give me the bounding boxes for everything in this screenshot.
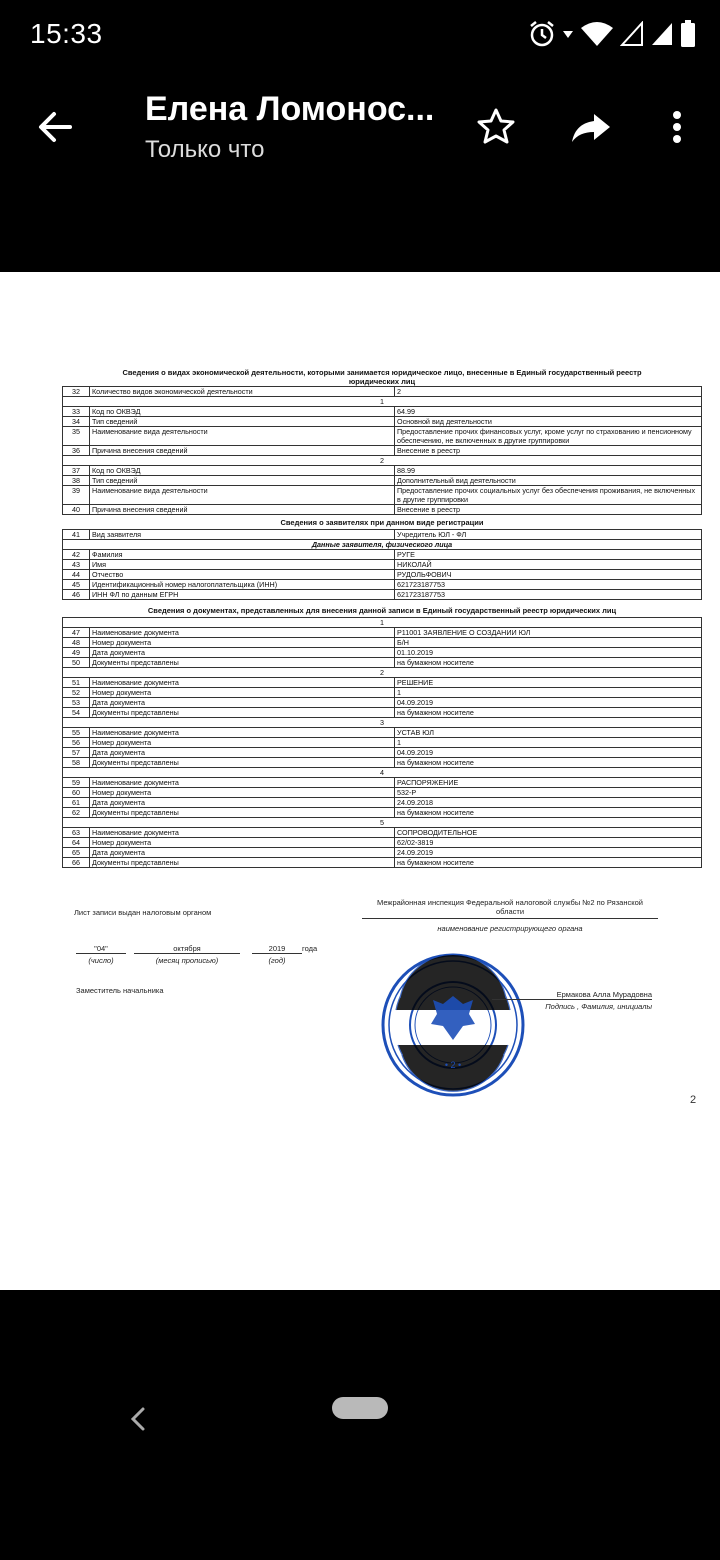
table-row: 51 Наименование документа РЕШЕНИЕ	[63, 678, 702, 688]
table-group-header: 5	[63, 818, 702, 828]
table-row: 58 Документы представлены на бумажном носителе	[63, 758, 702, 768]
section-documents-title: Сведения о документах, представленных для внесения данной записи в Единый государственный реестр юридических лиц	[147, 606, 617, 615]
status-icons	[528, 20, 696, 48]
date-year: 2019	[252, 944, 302, 954]
date-month-caption: (месяц прописью)	[155, 956, 219, 965]
alarm-icon	[528, 20, 556, 48]
signal-icon	[650, 21, 674, 47]
table-group-header: 1	[63, 397, 702, 407]
table-row: 47 Наименование документа Р11001 ЗАЯВЛЕНИЕ О СОЗДАНИИ ЮЛ	[63, 628, 702, 638]
svg-text:• 2 •: • 2 •	[444, 1060, 462, 1070]
table-row: 36 Причина внесения сведений Внесение в реестр	[63, 446, 702, 456]
table-group-header: 3	[63, 718, 702, 728]
date-year-suffix: года	[302, 944, 318, 953]
table-row: 38 Тип сведений Дополнительный вид деятельности	[63, 476, 702, 486]
table-row: 56 Номер документа 1	[63, 738, 702, 748]
date-year-caption: (год)	[268, 956, 286, 965]
table-row: 43 Имя НИКОЛАЙ	[63, 560, 702, 570]
signer-name: Ермакова Алла Мурадовна	[492, 990, 652, 1000]
table-row: 46 ИНН ФЛ по данным ЕГРН 621723187753	[63, 590, 702, 600]
table-row: 57 Дата документа 04.09.2019	[63, 748, 702, 758]
authority-name: Межрайонная инспекция Федеральной налоговой службы №2 по Рязанской области	[362, 898, 658, 919]
page-number: 2	[690, 1094, 697, 1106]
official-seal-stamp	[378, 950, 528, 1100]
table-row: 63 Наименование документа СОПРОВОДИТЕЛЬНОЕ	[63, 828, 702, 838]
authority-caption: наименование регистрирующего органа	[437, 924, 583, 933]
signer-position: Заместитель начальника	[76, 986, 164, 995]
home-pill[interactable]	[332, 1397, 388, 1419]
activities-table	[62, 386, 702, 515]
table-row: 53 Дата документа 04.09.2019	[63, 698, 702, 708]
document-sheet	[62, 272, 702, 1118]
table-row: 39 Наименование вида деятельности Предоставление прочих социальных услуг без обеспечения проживания, не включенных в другие группировки	[63, 486, 702, 505]
document-footer	[62, 868, 702, 1118]
applicants-table	[62, 529, 702, 600]
table-row: 34 Тип сведений Основной вид деятельности	[63, 417, 702, 427]
system-navigation	[0, 1290, 720, 1560]
table-row: 32 Количество видов экономической деятельности 2	[63, 387, 702, 397]
document-image[interactable]	[0, 272, 720, 1290]
table-row: 52 Номер документа 1	[63, 688, 702, 698]
data-arrow-icon	[562, 27, 574, 41]
table-row: 64 Номер документа 62/02-3819	[63, 838, 702, 848]
table-row: 55 Наименование документа УСТАВ ЮЛ	[63, 728, 702, 738]
table-row: 61 Дата документа 24.09.2018	[63, 798, 702, 808]
table-row: 35 Наименование вида деятельности Предоставление прочих финансовых услуг, кроме услуг по страхованию и пенсионному обеспечению, не включенных в другие группировки	[63, 427, 702, 446]
back-arrow-icon[interactable]	[30, 102, 80, 152]
signal-empty-icon	[620, 21, 644, 47]
battery-icon	[680, 20, 696, 48]
table-row: 45 Идентификационный номер налогоплательщика (ИНН) 621723187753	[63, 580, 702, 590]
table-row: 50 Документы представлены на бумажном носителе	[63, 658, 702, 668]
date-month: октября	[134, 944, 240, 954]
table-row: 49 Дата документа 01.10.2019	[63, 648, 702, 658]
sender-name: Елена Ломонос...	[145, 90, 435, 128]
signer-caption: Подпись , Фамилия, инициалы	[545, 1002, 652, 1011]
section-applicants-title: Сведения о заявителях при данном виде регистрации	[280, 518, 484, 527]
table-row: 40 Причина внесения сведений Внесение в реестр	[63, 505, 702, 515]
table-group-header: 4	[63, 768, 702, 778]
table-row: 37 Код по ОКВЭД 88.99	[63, 466, 702, 476]
table-row: 66 Документы представлены на бумажном носителе	[63, 858, 702, 868]
forward-icon[interactable]	[566, 102, 616, 152]
table-row: 42 Фамилия РУГЕ	[63, 550, 702, 560]
table-row: 41 Вид заявителя Учредитель ЮЛ - ФЛ	[63, 530, 702, 540]
table-row: 65 Дата документа 24.09.2019	[63, 848, 702, 858]
documents-table	[62, 617, 702, 868]
table-row: 59 Наименование документа РАСПОРЯЖЕНИЕ	[63, 778, 702, 788]
table-row: 44 Отчество РУДОЛЬФОВИЧ	[63, 570, 702, 580]
table-group-header: 2	[63, 456, 702, 466]
issued-by-label: Лист записи выдан налоговым органом	[74, 908, 212, 917]
table-group-header: 2	[63, 668, 702, 678]
date-day: "04"	[76, 944, 126, 954]
table-row: 54 Документы представлены на бумажном носителе	[63, 708, 702, 718]
date-day-caption: (число)	[88, 956, 114, 965]
more-options-icon[interactable]	[652, 102, 702, 152]
star-icon[interactable]	[471, 102, 521, 152]
table-row: 60 Номер документа 532-Р	[63, 788, 702, 798]
table-subheader: Данные заявителя, физического лица	[63, 540, 702, 550]
table-row: 48 Номер документа Б/Н	[63, 638, 702, 648]
section-activities-title: Сведения о видах экономической деятельности, которыми занимается юридическое лицо, внесенные в Единый государственный реестр юридических лиц	[122, 368, 642, 386]
status-time: 15:33	[30, 18, 103, 49]
wifi-icon	[580, 20, 614, 48]
nav-back-icon[interactable]	[128, 1406, 148, 1432]
table-row: 62 Документы представлены на бумажном носителе	[63, 808, 702, 818]
sent-time: Только что	[145, 136, 265, 163]
table-row: 33 Код по ОКВЭД 64.99	[63, 407, 702, 417]
app-bar	[0, 72, 720, 192]
table-group-header: 1	[63, 618, 702, 628]
status-bar	[0, 0, 720, 72]
